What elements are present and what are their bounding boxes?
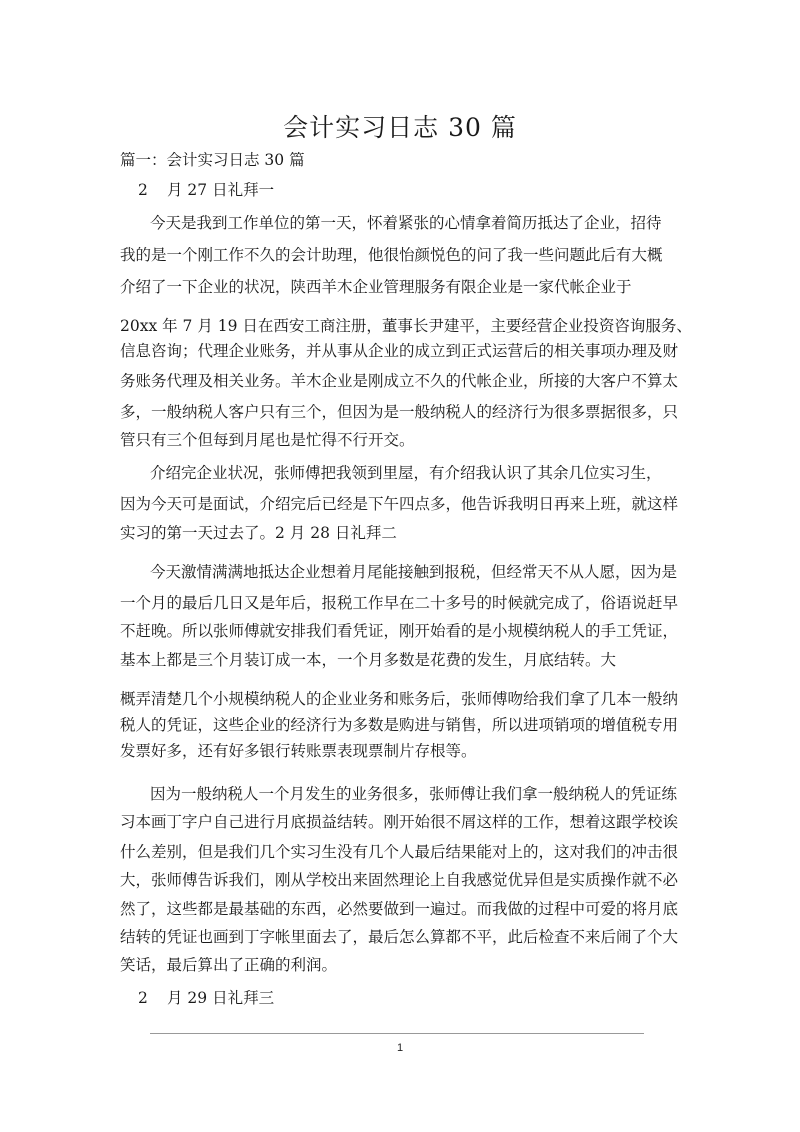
paragraph-line: 因为一般纳税人一个月发生的业务很多，张师傅让我们拿一般纳税人的凭证练 [150, 785, 678, 803]
paragraph-line: 实习的第一天过去了。2 月 28 日礼拜二 [120, 524, 397, 542]
paragraph-line: 务账务代理及相关业务。羊木企业是刚成立不久的代帐企业，所接的大客户不算太 [120, 372, 679, 390]
paragraph-line: 今天激情满满地抵达企业想着月尾能接触到报税，但经常天不从人愿，因为是 [150, 563, 678, 581]
page-number: 1 [396, 1042, 404, 1054]
date-heading-text: 月 29 日礼拜三 [167, 989, 275, 1007]
paragraph-line: 税人的凭证，这些企业的经济行为多数是购进与销售，所以进项销项的增值税专用 [120, 716, 679, 734]
paragraph-line: 我的是一个刚工作不久的会计助理，他很怡颜悦色的问了我一些问题此后有大概 [120, 246, 663, 264]
paragraph-line: 信息咨询；代理企业账务，并从事从企业的成立到正式运营后的相关事项办理及财 [120, 342, 679, 360]
paragraph-line: 管只有三个但每到月尾也是忙得不行开交。 [120, 431, 415, 449]
paragraph-line: 然了，这些都是最基础的东西，必然要做到一遍过。而我做的过程中可爱的将月底 [120, 900, 679, 918]
paragraph-line: 今天是我到工作单位的第一天，怀着紧张的心情拿着简历抵达了企业，招待 [150, 214, 662, 232]
date-heading-day: 2 [138, 181, 148, 199]
paragraph-line: 一个月的最后几日又是年后，报税工作早在二十多号的时候就完成了，俗语说赶早 [120, 594, 679, 612]
document-subtitle: 篇一：会计实习日志 30 篇 [120, 151, 305, 169]
paragraph-line: 介绍了一下企业的状况，陕西羊木企业管理服务有限企业是一家代帐企业于 [120, 278, 632, 296]
paragraph-line: 基本上都是三个月装订成一本，一个月多数是花费的发生，月底结转。大 [120, 651, 617, 669]
paragraph-line: 20xx 年 7 月 19 日在西安工商注册，董事长尹建平，主要经营企业投资咨询服务、 [120, 317, 692, 335]
date-heading-text: 月 27 日礼拜一 [167, 181, 275, 199]
paragraph-line: 概弄清楚几个小规模纳税人的企业业务和账务后，张师傅吻给我们拿了几本一般纳 [120, 690, 679, 708]
paragraph-line: 笑话，最后算出了正确的利润。 [120, 956, 338, 974]
paragraph-line: 大，张师傅告诉我们，刚从学校出来固然理论上自我感觉优异但是实质操作就不必 [120, 871, 679, 889]
paragraph-line: 什么差别，但是我们几个实习生没有几个人最后结果能对上的，这对我们的冲击很 [120, 843, 679, 861]
paragraph-line: 因为今天可是面试，介绍完后已经是下午四点多，他告诉我明日再来上班，就这样 [120, 495, 679, 513]
paragraph-line: 介绍完企业状况，张师傅把我领到里屋，有介绍我认识了其余几位实习生， [150, 464, 662, 482]
paragraph-line: 结转的凭证也画到丁字帐里面去了，最后怎么算都不平，此后检查不来后闹了个大 [120, 928, 679, 946]
footer-divider [150, 1033, 644, 1034]
date-heading-day: 2 [138, 989, 148, 1007]
paragraph-line: 发票好多，还有好多银行转账票表现票制片存根等。 [120, 742, 477, 760]
document-title: 会计实习日志 30 篇 [283, 113, 517, 142]
paragraph-line: 多，一般纳税人客户只有三个，但因为是一般纳税人的经济行为很多票据很多，只 [120, 403, 679, 421]
paragraph-line: 不赶晚。所以张师傅就安排我们看凭证，刚开始看的是小规模纳税人的手工凭证， [120, 622, 679, 640]
paragraph-line: 习本画丁字户自己进行月底损益结转。刚开始很不屑这样的工作，想着这跟学校诶 [120, 813, 679, 831]
